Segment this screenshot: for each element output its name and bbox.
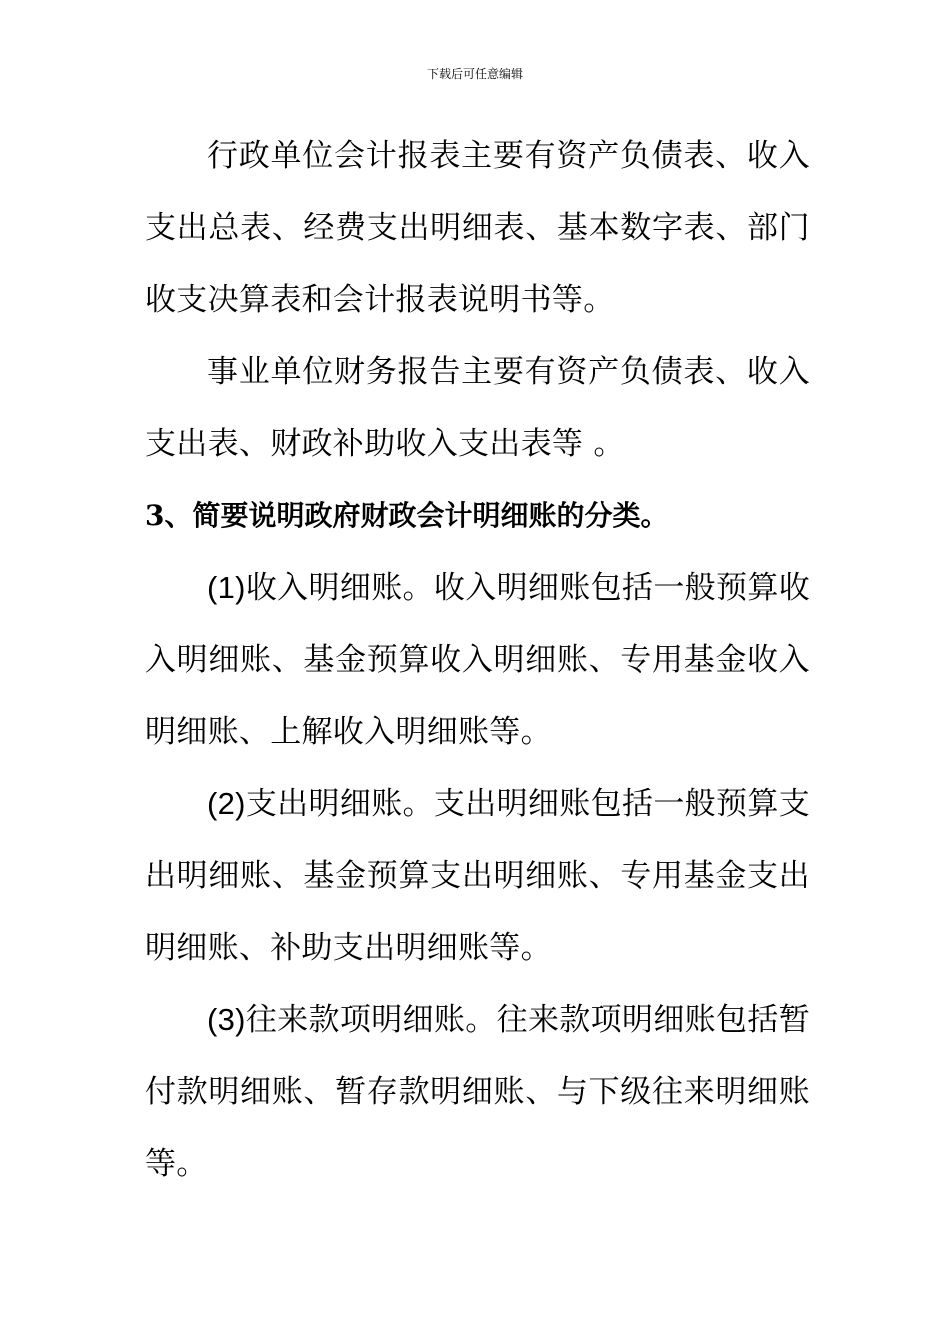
paragraph-admin-reports: 行政单位会计报表主要有资产负债表、收入支出总表、经费支出明细表、基本数字表、部门收支决算表和会计报表说明书等。 bbox=[145, 138, 810, 318]
item-text: 支出明细账。支出明细账包括一般预算支出明细账、基金预算支出明细账、专用基金支出明细账、补助支出明细账等。 bbox=[145, 786, 810, 966]
document-body bbox=[145, 120, 810, 1200]
page-header: 下载后可任意编辑 bbox=[426, 67, 523, 81]
item-number: (3) bbox=[207, 1002, 246, 1037]
list-item-current-accounts-ledger bbox=[145, 984, 810, 1200]
question-heading-3: 3、简要说明政府财政会计明细账的分类。 bbox=[145, 499, 669, 532]
list-item-income-ledger bbox=[145, 552, 810, 768]
item-text: 收入明细账。收入明细账包括一般预算收入明细账、基金预算收入明细账、专用基金收入明细账、上解收入明细账等。 bbox=[145, 570, 810, 750]
item-text: 往来款项明细账。往来款项明细账包括暂付款明细账、暂存款明细账、与下级往来明细账等。 bbox=[145, 1002, 810, 1182]
item-number: (1) bbox=[207, 570, 246, 605]
list-item-expense-ledger bbox=[145, 768, 810, 984]
item-number: (2) bbox=[207, 786, 246, 821]
paragraph-institution-reports: 事业单位财务报告主要有资产负债表、收入支出表、财政补助收入支出表等 。 bbox=[145, 354, 810, 462]
